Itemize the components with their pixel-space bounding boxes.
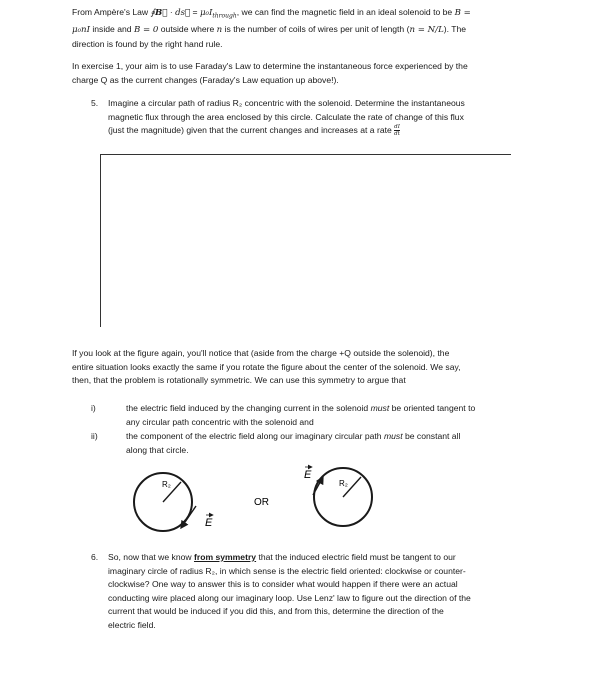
- left-radius-label: R₂: [162, 480, 171, 489]
- aim-line-1: In exercise 1, your aim is to use Faraday's Law to determine the instantaneous force experienced by the: [72, 61, 468, 71]
- q6-line-6: electric field.: [108, 619, 156, 630]
- list-item-i: the electric field induced by the changing current in the solenoid must be oriented tangent to any circular path concentric with the solenoid and: [126, 403, 476, 427]
- q6-line-3: clockwise? One way to answer this is to consider what would happen if there were an actual: [108, 579, 458, 590]
- question-6-number: 6.: [91, 552, 99, 562]
- left-field-label: E: [205, 517, 213, 529]
- symmetry-paragraph: [72, 347, 552, 388]
- symmetry-line-3: then, that the problem is rotationally symmetric. We can use this symmetry to argue that: [72, 375, 406, 386]
- left-field-arrow: [181, 506, 196, 528]
- intro-line-3: direction is found by the right hand rule.: [72, 38, 223, 49]
- answer-box[interactable]: [100, 154, 511, 327]
- right-radius-label: R₂: [339, 479, 348, 488]
- list-item-ii: the component of the electric field along our imaginary circular path must be constant all along that circle.: [126, 431, 461, 455]
- question-6-text: So, now that we know from symmetry that the induced electric field must be tangent to our imaginary circle of radius R₂, in which sense is the electric field oriented: clockwise or counter- clockwise? One way to answer this is to consider what would happen if there were an actual conducting wire placed along our imaginary loop. Use Lenz' law to figure out the direction of the current that would be induced if you did this, and from this, determine the direction of the electric field.: [108, 551, 548, 633]
- right-field-arrow: [313, 477, 323, 495]
- q6-line-5: current that would be induced if you did this, and from this, determine the direction of the: [108, 606, 444, 617]
- list-item-ii-label: ii): [91, 431, 98, 441]
- aim-line-2: charge Q as the current changes (Faraday's Law equation up above!).: [72, 74, 339, 85]
- from-symmetry-link: from symmetry: [193, 552, 257, 562]
- question-5-text: [108, 97, 548, 138]
- dI-dt-fraction: $\frac{dI}{dt}$: [394, 124, 400, 138]
- list-item-i-label: i): [91, 403, 96, 413]
- q5-line-1: Imagine a circular path of radius R₂ concentric with the solenoid. Determine the instantaneous: [108, 98, 465, 108]
- q5-line-2: magnetic flux through the area enclosed by this circle. Calculate the rate of change of this flux: [108, 111, 464, 122]
- q5-line-3: (just the magnitude) given that the current changes and increases at a rate $\frac{dI}{dt}$: [108, 124, 400, 138]
- exercise-aim-paragraph: [72, 60, 552, 87]
- field-direction-figure: [0, 460, 614, 540]
- intro-paragraph: [72, 6, 552, 52]
- right-field-label: E: [304, 469, 312, 481]
- q6-line-2: imaginary circle of radius R₂, in which sense is the electric field oriented: clockwise or counter-: [108, 565, 466, 576]
- intro-line-1: From Ampère's Law ∮B⃗ · ds⃗ = $\mu_0I_{through}$, we can find the magnetic field in an ideal solenoid to be B =: [72, 7, 471, 20]
- question-5-number: 5.: [91, 98, 99, 108]
- symmetry-line-2: entire situation looks exactly the same if you rotate the figure about the center of the solenoid. We say,: [72, 361, 461, 372]
- or-label: OR: [254, 497, 269, 508]
- symmetry-line-1: If you look at the figure again, you'll notice that (aside from the charge +Q outside the solenoid), the: [72, 348, 450, 358]
- ampere-law-equation: ∮B⃗ · ds⃗ = $\mu_0I_{through}$: [150, 7, 237, 20]
- q6-line-4: conducting wire placed along our imaginary loop. Use Lenz' law to figure out the direction of the: [108, 592, 471, 603]
- intro-line-2: μ₀nI inside and B = 0 outside where n is the number of coils of wires per unit of length (n = N/L). The: [72, 24, 467, 36]
